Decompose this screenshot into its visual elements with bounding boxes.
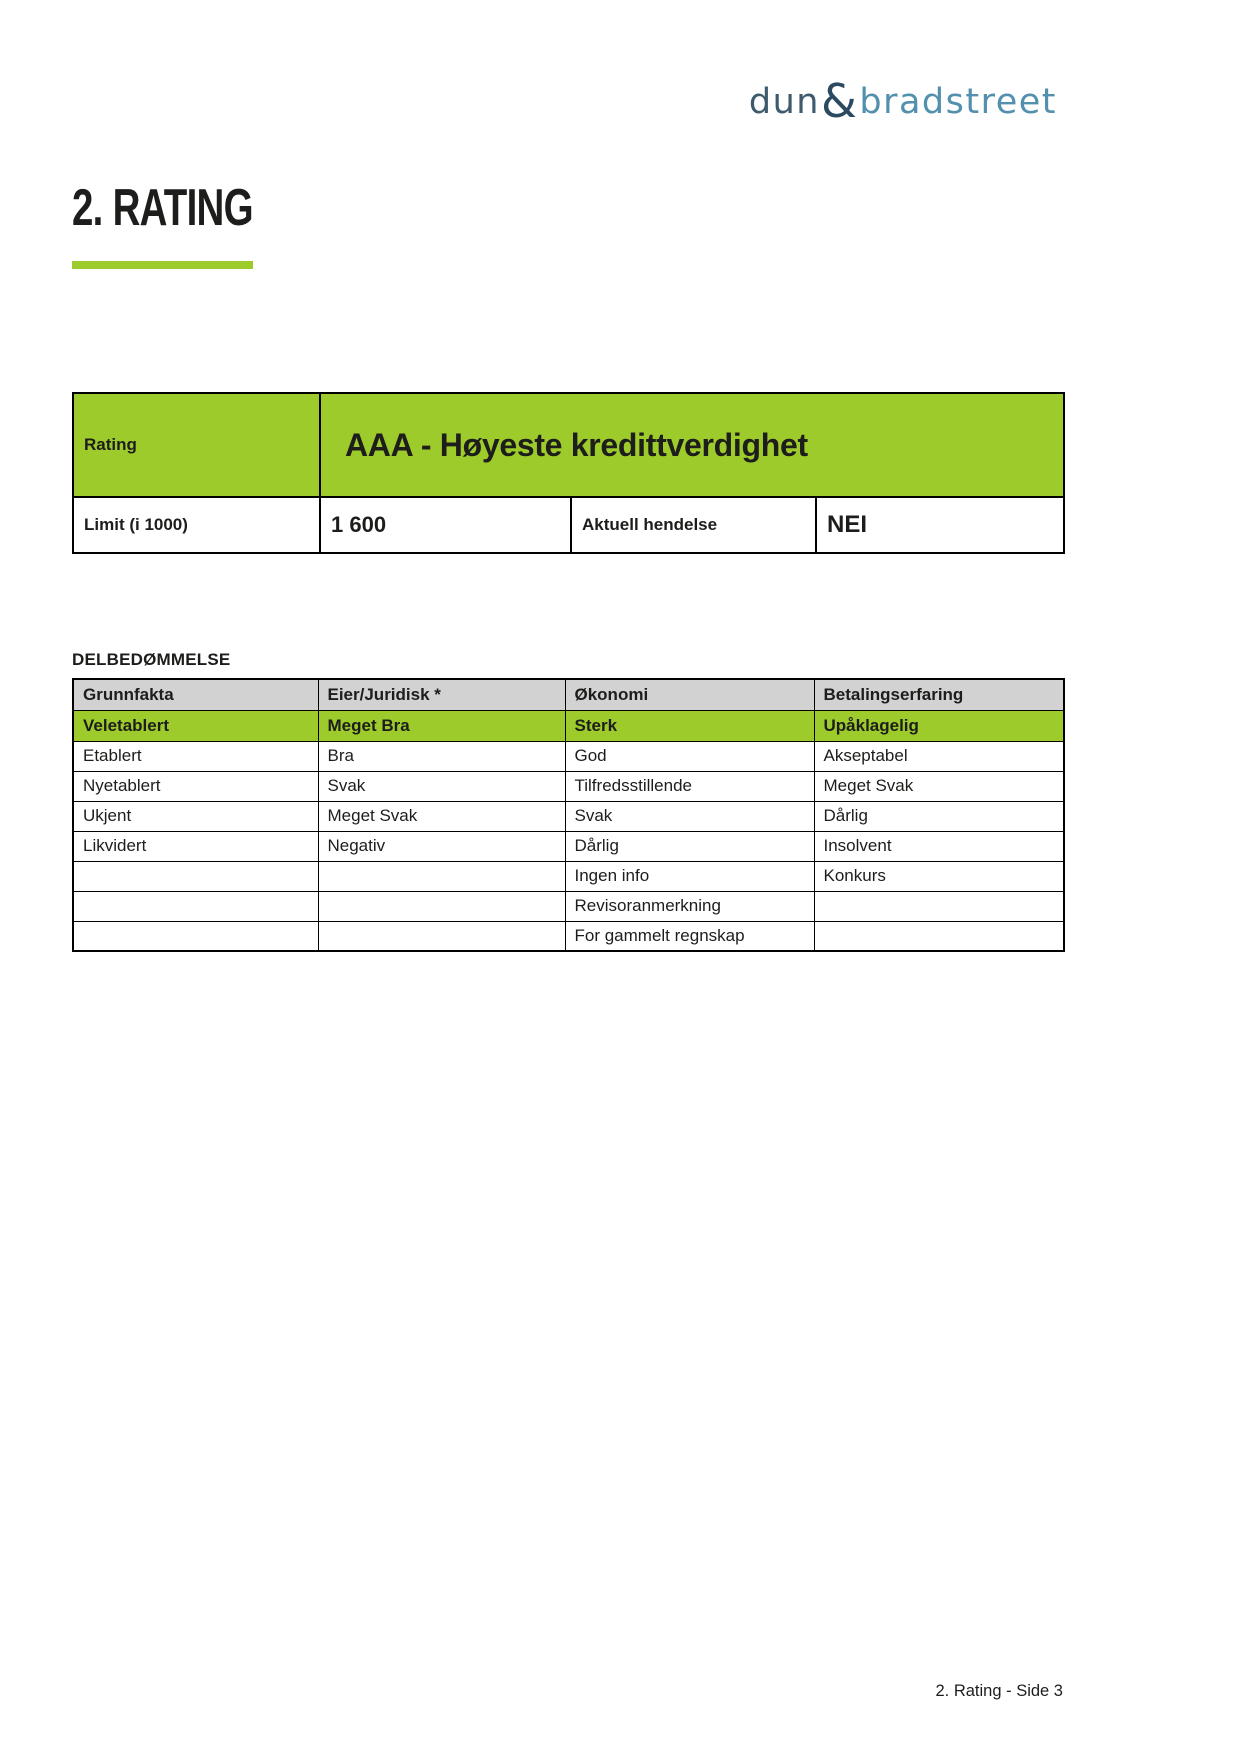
table-cell: Etablert xyxy=(73,741,318,771)
rating-summary-table xyxy=(72,392,1065,554)
rating-row xyxy=(73,393,1064,497)
current-event-label: Aktuell hendelse xyxy=(571,497,816,553)
table-cell: Dårlig xyxy=(565,831,814,861)
table-cell xyxy=(318,861,565,891)
table-cell xyxy=(814,891,1064,921)
table-cell xyxy=(73,891,318,921)
table-cell: Meget Svak xyxy=(318,801,565,831)
selected-cell: Meget Bra xyxy=(318,710,565,741)
page-footer: 2. Rating - Side 3 xyxy=(935,1682,1063,1700)
table-cell: God xyxy=(565,741,814,771)
table-cell xyxy=(73,861,318,891)
selected-rating-row xyxy=(73,710,1064,741)
table-cell xyxy=(814,921,1064,951)
column-header: Grunnfakta xyxy=(73,679,318,710)
limit-value: 1 600 xyxy=(320,497,571,553)
table-cell xyxy=(318,921,565,951)
selected-cell: Sterk xyxy=(565,710,814,741)
table-row xyxy=(73,861,1064,891)
delbedommelse-table xyxy=(72,678,1065,952)
table-cell: Konkurs xyxy=(814,861,1064,891)
table-cell: Meget Svak xyxy=(814,771,1064,801)
logo-text-dun: dun xyxy=(748,82,820,122)
table-row xyxy=(73,921,1064,951)
table-row xyxy=(73,771,1064,801)
table-cell xyxy=(318,891,565,921)
table-cell: Negativ xyxy=(318,831,565,861)
limit-row xyxy=(73,497,1064,553)
selected-cell: Veletablert xyxy=(73,710,318,741)
table-cell: For gammelt regnskap xyxy=(565,921,814,951)
rating-label: Rating xyxy=(73,393,320,497)
table-cell: Tilfredsstillende xyxy=(565,771,814,801)
table-cell: Dårlig xyxy=(814,801,1064,831)
table-cell: Bra xyxy=(318,741,565,771)
heading-accent-bar xyxy=(72,261,253,269)
page-title: 2. RATING xyxy=(72,179,253,237)
table-cell: Ukjent xyxy=(73,801,318,831)
limit-label: Limit (i 1000) xyxy=(73,497,320,553)
column-header: Betalingserfaring xyxy=(814,679,1064,710)
delbedommelse-title: DELBEDØMMELSE xyxy=(72,650,231,669)
table-cell xyxy=(73,921,318,951)
table-cell: Svak xyxy=(318,771,565,801)
table-row xyxy=(73,801,1064,831)
table-row xyxy=(73,741,1064,771)
table-row xyxy=(73,831,1064,861)
table-cell: Svak xyxy=(565,801,814,831)
column-header: Økonomi xyxy=(565,679,814,710)
rating-value: AAA - Høyeste kredittverdighet xyxy=(320,393,1064,497)
table-cell: Nyetablert xyxy=(73,771,318,801)
table-cell: Ingen info xyxy=(565,861,814,891)
table-cell: Insolvent xyxy=(814,831,1064,861)
table-header-row xyxy=(73,679,1064,710)
column-header: Eier/Juridisk * xyxy=(318,679,565,710)
table-cell: Likvidert xyxy=(73,831,318,861)
dun-bradstreet-logo xyxy=(748,70,1057,128)
table-row xyxy=(73,891,1064,921)
selected-cell: Upåklagelig xyxy=(814,710,1064,741)
ampersand-icon: & xyxy=(820,74,859,128)
current-event-value: NEI xyxy=(816,497,1064,553)
table-cell: Akseptabel xyxy=(814,741,1064,771)
table-cell: Revisoranmerkning xyxy=(565,891,814,921)
logo-text-bradstreet: bradstreet xyxy=(859,82,1057,122)
